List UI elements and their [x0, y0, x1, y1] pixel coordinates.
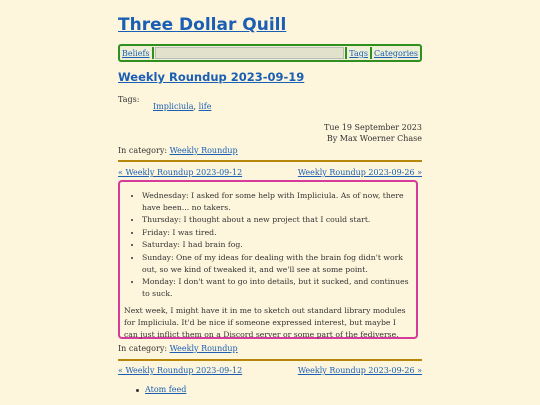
post-content — [118, 180, 418, 339]
next-post-link[interactable]: Weekly Roundup 2023-09-26 » — [297, 366, 422, 375]
nav-divider — [152, 47, 154, 59]
prev-post-link[interactable]: « Weekly Roundup 2023-09-12 — [118, 168, 243, 177]
list-item: • Monday: I don't want to go into details, but it sucked, and continues to suck. — [142, 276, 412, 299]
tags-list — [153, 101, 211, 112]
tag-separator: , — [193, 102, 199, 111]
post-title-link[interactable]: Weekly Roundup 2023-09-19 — [118, 70, 305, 84]
list-item: • Saturday: I had brain fog. — [142, 239, 412, 251]
roundup-list — [124, 190, 412, 299]
pager-bottom — [118, 365, 422, 376]
list-item: • Wednesday: I asked for some help with Impliciula. As of now, there have been... no takers. — [142, 190, 412, 213]
bullet-icon — [136, 389, 139, 392]
tag-link-impliciula[interactable]: Impliciula — [153, 102, 194, 111]
post-meta — [222, 122, 422, 144]
pager-top — [118, 167, 422, 178]
category-bottom — [118, 343, 238, 354]
list-item: • Friday: I was tired. — [142, 227, 412, 239]
category-label: In category: — [118, 146, 168, 155]
list-item: • Thursday: I thought about a new project that I could start. — [142, 214, 412, 226]
category-top — [118, 145, 238, 156]
next-post-link[interactable]: Weekly Roundup 2023-09-26 » — [297, 168, 422, 177]
tags-label: Tags: — [118, 95, 140, 104]
list-item: • Sunday: One of my ideas for dealing with the brain fog didn't work out, so we kind of tweaked it, and we'll see at some point. — [142, 252, 412, 275]
category-label: In category: — [118, 344, 168, 353]
tag-link-life[interactable]: life — [198, 102, 212, 111]
nav-spacer — [155, 47, 345, 59]
nav-categories-link[interactable]: Categories — [374, 48, 418, 58]
category-link[interactable]: Weekly Roundup — [169, 146, 238, 155]
feed-list — [136, 384, 186, 395]
post-byline: By Max Woerner Chase — [326, 134, 422, 143]
nav-tags-link[interactable]: Tags — [349, 48, 368, 58]
atom-feed-link[interactable]: Atom feed — [145, 385, 187, 394]
divider-rule — [118, 160, 422, 162]
nav-bar — [118, 44, 422, 62]
nav-beliefs-link[interactable]: Beliefs — [122, 48, 150, 58]
post-paragraph: Next week, I might have it in me to sketch out standard library modules for Impliciula. It'd be nice if someone expressed interest, but maybe I can just inflict them on a Discord server or some part of the fediverse. — [124, 306, 406, 339]
site-title-link[interactable]: Three Dollar Quill — [118, 15, 287, 35]
divider-rule — [118, 359, 422, 361]
post-date: Tue 19 September 2023 — [324, 123, 422, 132]
prev-post-link[interactable]: « Weekly Roundup 2023-09-12 — [118, 366, 243, 375]
category-link[interactable]: Weekly Roundup — [169, 344, 238, 353]
